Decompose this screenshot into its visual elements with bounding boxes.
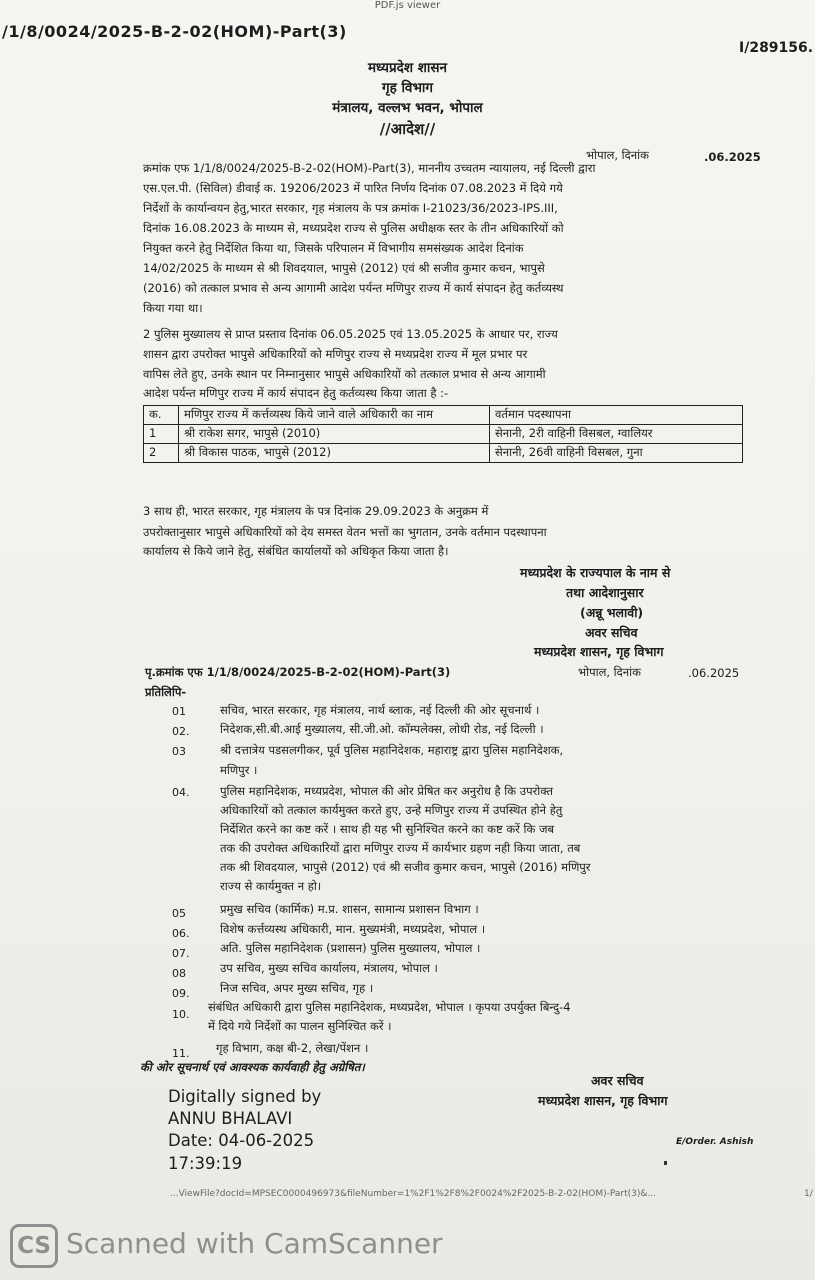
paragraph-line: दिनांक 16.08.2023 के माध्यम से, मध्यप्रदेश राज्य से पुलिस अधीक्षक स्तर के तीन अधिकारियों को bbox=[143, 221, 564, 235]
list-item: विशेष कर्त्तव्यस्थ अधिकारी, मान. मुख्यमंत्री, मध्यप्रदेश, भोपाल । bbox=[220, 922, 486, 936]
paragraph-line: 2 पुलिस मुख्यालय से प्राप्त प्रस्ताव दिनांक 06.05.2025 एवं 13.05.2025 के आधार पर, राज्य bbox=[143, 327, 558, 341]
ministry-address: मंत्रालय, वल्लभ भवन, भोपाल bbox=[332, 100, 483, 116]
ink-dot bbox=[664, 1161, 667, 1165]
list-item: राज्य से कार्यमुक्त न हो। bbox=[220, 879, 322, 893]
signatory-department: मध्यप्रदेश शासन, गृह विभाग bbox=[534, 644, 664, 659]
paragraph-line: निर्देशों के कार्यान्वयन हेतु,भारत सरकार, गृह मंत्रालय के पत्र क्रमांक I-21023/36/2023-IPS.III, bbox=[143, 201, 558, 215]
list-item: तक की उपरोक्त अधिकारियों द्वारा मणिपुर राज्य में कार्यभार ग्रहण नही किया जाता, तब bbox=[220, 841, 581, 855]
column-header: मणिपुर राज्य में कर्त्तव्यस्थ किये जाने वाले अधिकारी का नाम bbox=[179, 406, 490, 425]
list-item: गृह विभाग, कक्ष बी-2, लेखा/पेंशन । bbox=[216, 1041, 369, 1055]
table-cell: सेनानी, 2री वाहिनी विसबल, ग्वालियर bbox=[490, 425, 743, 444]
paragraph-line: एस.एल.पी. (सिविल) डीवाई क. 19206/2023 में पारित निर्णय दिनांक 07.08.2023 में दिये गये bbox=[143, 181, 563, 195]
paragraph-line: 3 साथ ही, भारत सरकार, गृह मंत्रालय के पत्र दिनांक 29.09.2023 के अनुक्रम में bbox=[143, 504, 489, 518]
column-header: वर्तमान पदस्थापना bbox=[490, 406, 743, 425]
digital-sign-time: 17:39:19 bbox=[168, 1154, 243, 1173]
signatory-name: (अन्नू भलावी) bbox=[580, 605, 644, 620]
list-item-number: 08 bbox=[172, 967, 186, 980]
digital-sign-date: Date: 04-06-2025 bbox=[168, 1131, 315, 1150]
table-row bbox=[144, 425, 743, 444]
list-item: श्री दत्तात्रेय पडसलगीकर, पूर्व पुलिस महानिदेशक, महाराष्ट्र द्वारा पुलिस महानिदेशक, bbox=[220, 743, 564, 757]
camscanner-watermark-text: Scanned with CamScanner bbox=[66, 1227, 443, 1260]
list-item: में दिये गये निर्देशों का पालन सुनिश्चित करें । bbox=[208, 1019, 392, 1033]
list-item: अति. पुलिस महानिदेशक (प्रशासन) पुलिस मुख्यालय, भोपाल । bbox=[220, 941, 481, 955]
list-item: पुलिस महानिदेशक, मध्यप्रदेश, भोपाल की ओर प्रेषित कर अनुरोध है कि उपरोक्त bbox=[220, 784, 554, 798]
endorsement-place-date: भोपाल, दिनांक bbox=[578, 665, 641, 679]
closing-signatory-department: मध्यप्रदेश शासन, गृह विभाग bbox=[538, 1093, 668, 1108]
signature-line: मध्यप्रदेश के राज्यपाल के नाम से bbox=[520, 565, 671, 580]
table-cell: 1 bbox=[144, 425, 179, 444]
signature-line: तथा आदेशानुसार bbox=[566, 585, 644, 600]
govt-title: मध्यप्रदेश शासन bbox=[367, 60, 447, 76]
digital-signature-label: Digitally signed by bbox=[168, 1087, 322, 1106]
paragraph-line: किया गया था। bbox=[143, 301, 203, 315]
copy-to-label: प्रतिलिपि- bbox=[145, 685, 187, 699]
paragraph-line: आदेश पर्यन्त मणिपुर राज्य में कार्य संपादन हेतु कर्तव्यस्थ किया जाता है :- bbox=[143, 386, 449, 400]
signatory-designation: अवर सचिव bbox=[585, 625, 638, 640]
officers-table bbox=[143, 405, 743, 463]
paragraph-line: उपरोक्तानुसार भापुसे अधिकारियों को देय समस्त वेतन भत्तों का भुगतान, उनके वर्तमान पदस्थापना bbox=[143, 525, 547, 539]
place-date-label: भोपाल, दिनांक bbox=[586, 148, 649, 162]
list-item-number: 10. bbox=[172, 1008, 190, 1021]
footer-page-number: 1/ bbox=[804, 1189, 813, 1199]
list-item: निज सचिव, अपर मुख्य सचिव, गृह । bbox=[220, 981, 374, 995]
order-date: .06.2025 bbox=[704, 150, 761, 164]
list-item: निर्देशित करने का कष्ट करें । साथ ही यह भी सुनिश्चित करने का कष्ट करें कि जब bbox=[220, 822, 555, 836]
table-cell: श्री राकेश सगर, भापुसे (2010) bbox=[179, 425, 490, 444]
paragraph-line: शासन द्वारा उपरोक्त भापुसे अधिकारियों को मणिपुर राज्य से मध्यप्रदेश राज्य में मूल प्रभार पर bbox=[143, 347, 528, 361]
closing-signatory-designation: अवर सचिव bbox=[591, 1073, 644, 1088]
list-item-number: 05 bbox=[172, 907, 186, 920]
list-item-number: 11. bbox=[172, 1047, 190, 1060]
table-header-row bbox=[144, 406, 743, 425]
list-item-number: 09. bbox=[172, 987, 190, 1000]
footer-url: ...ViewFile?docId=MPSEC0000496973&fileNumber=1%2F1%2F8%2F0024%2F2025-B-2-02(HOM)-Part(3)&... bbox=[170, 1189, 656, 1199]
table-cell: सेनानी, 26वी वाहिनी विसबल, गुना bbox=[490, 444, 743, 463]
department-title: गृह विभाग bbox=[381, 80, 434, 96]
paragraph-line: वापिस लेते हुए, उनके स्थान पर निम्नानुसार भापुसे अधिकारियों को तत्काल प्रभाव से अन्य आगामी bbox=[143, 367, 546, 381]
table-row bbox=[144, 444, 743, 463]
order-heading: //आदेश// bbox=[379, 120, 436, 138]
column-header: क. bbox=[144, 406, 179, 425]
reference-number: I/289156. bbox=[739, 40, 814, 56]
closing-note: की ओर सूचनार्थ एवं आवश्यक कार्यवाही हेतु अग्रेषित। bbox=[140, 1060, 365, 1074]
paragraph-line: 14/02/2025 के माध्यम से श्री शिवदयाल, भापुसे (2012) एवं श्री सजीव कुमार कचन, भापुसे bbox=[143, 261, 545, 275]
paragraph-line: कार्यालय से किये जाने हेतु, संबंधित कार्यालयों को अधिकृत किया जाता है। bbox=[143, 544, 449, 558]
camscanner-logo-icon: CS bbox=[10, 1224, 58, 1268]
list-item: सचिव, भारत सरकार, गृह मंत्रालय, नार्थ ब्लाक, नई दिल्ली की ओर सूचनार्थ । bbox=[220, 703, 540, 717]
list-item-number: 02. bbox=[172, 725, 190, 738]
endorsement-date: .06.2025 bbox=[688, 666, 740, 680]
list-item-number: 03 bbox=[172, 745, 186, 758]
list-item: उप सचिव, मुख्य सचिव कार्यालय, मंत्रालय, भोपाल । bbox=[220, 961, 438, 975]
pdf-viewer-title: PDF.js viewer bbox=[374, 0, 441, 11]
list-item-number: 01 bbox=[172, 705, 186, 718]
list-item-number: 07. bbox=[172, 947, 190, 960]
list-item: प्रमुख सचिव (कार्मिक) म.प्र. शासन, सामान्य प्रशासन विभाग । bbox=[220, 902, 479, 916]
paragraph-line: (2016) को तत्काल प्रभाव से अन्य आगामी आदेश पर्यन्त मणिपुर राज्य में कार्य संपादन हेतु कर्तव्यस्थ bbox=[143, 281, 564, 295]
paragraph-line: क्रमांक एफ 1/1/8/0024/2025-B-2-02(HOM)-Part(3), माननीय उच्चतम न्यायालय, नई दिल्ली द्वारा bbox=[143, 161, 596, 175]
table-cell: श्री विकास पाठक, भापुसे (2012) bbox=[179, 444, 490, 463]
endorsement-number: पृ.क्रमांक एफ 1/1/8/0024/2025-B-2-02(HOM)-Part(3) bbox=[145, 665, 451, 679]
list-item: निदेशक,सी.बी.आई मुख्यालय, सी.जी.ओ. कॉम्पलेक्स, लोधी रोड, नई दिल्ली । bbox=[220, 722, 544, 736]
list-item-number: 04. bbox=[172, 786, 190, 799]
digital-signer-name: ANNU BHALAVI bbox=[168, 1109, 293, 1128]
order-note: E/Order. Ashish bbox=[676, 1137, 754, 1147]
list-item-number: 06. bbox=[172, 927, 190, 940]
list-item: संबंधित अधिकारी द्वारा पुलिस महानिदेशक, मध्यप्रदेश, भोपाल । कृपया उपर्युक्त बिन्दु-4 bbox=[208, 1000, 571, 1014]
paragraph-line: नियुक्त करने हेतु निर्देशित किया था, जिसके परिपालन में विभागीय समसंख्यक आदेश दिनांक bbox=[143, 241, 524, 255]
list-item: अधिकारियों को तत्काल कार्यमुक्त करते हुए, उन्हे मणिपुर राज्य में उपस्थित होने हेतु bbox=[220, 803, 563, 817]
table-cell: 2 bbox=[144, 444, 179, 463]
list-item: तक श्री शिवदयाल, भापुसे (2012) एवं श्री सजीव कुमार कचन, भापुसे (2016) मणिपुर bbox=[220, 860, 591, 874]
file-number-top: /1/8/0024/2025-B-2-02(HOM)-Part(3) bbox=[2, 22, 347, 41]
list-item: मणिपुर । bbox=[220, 763, 258, 777]
